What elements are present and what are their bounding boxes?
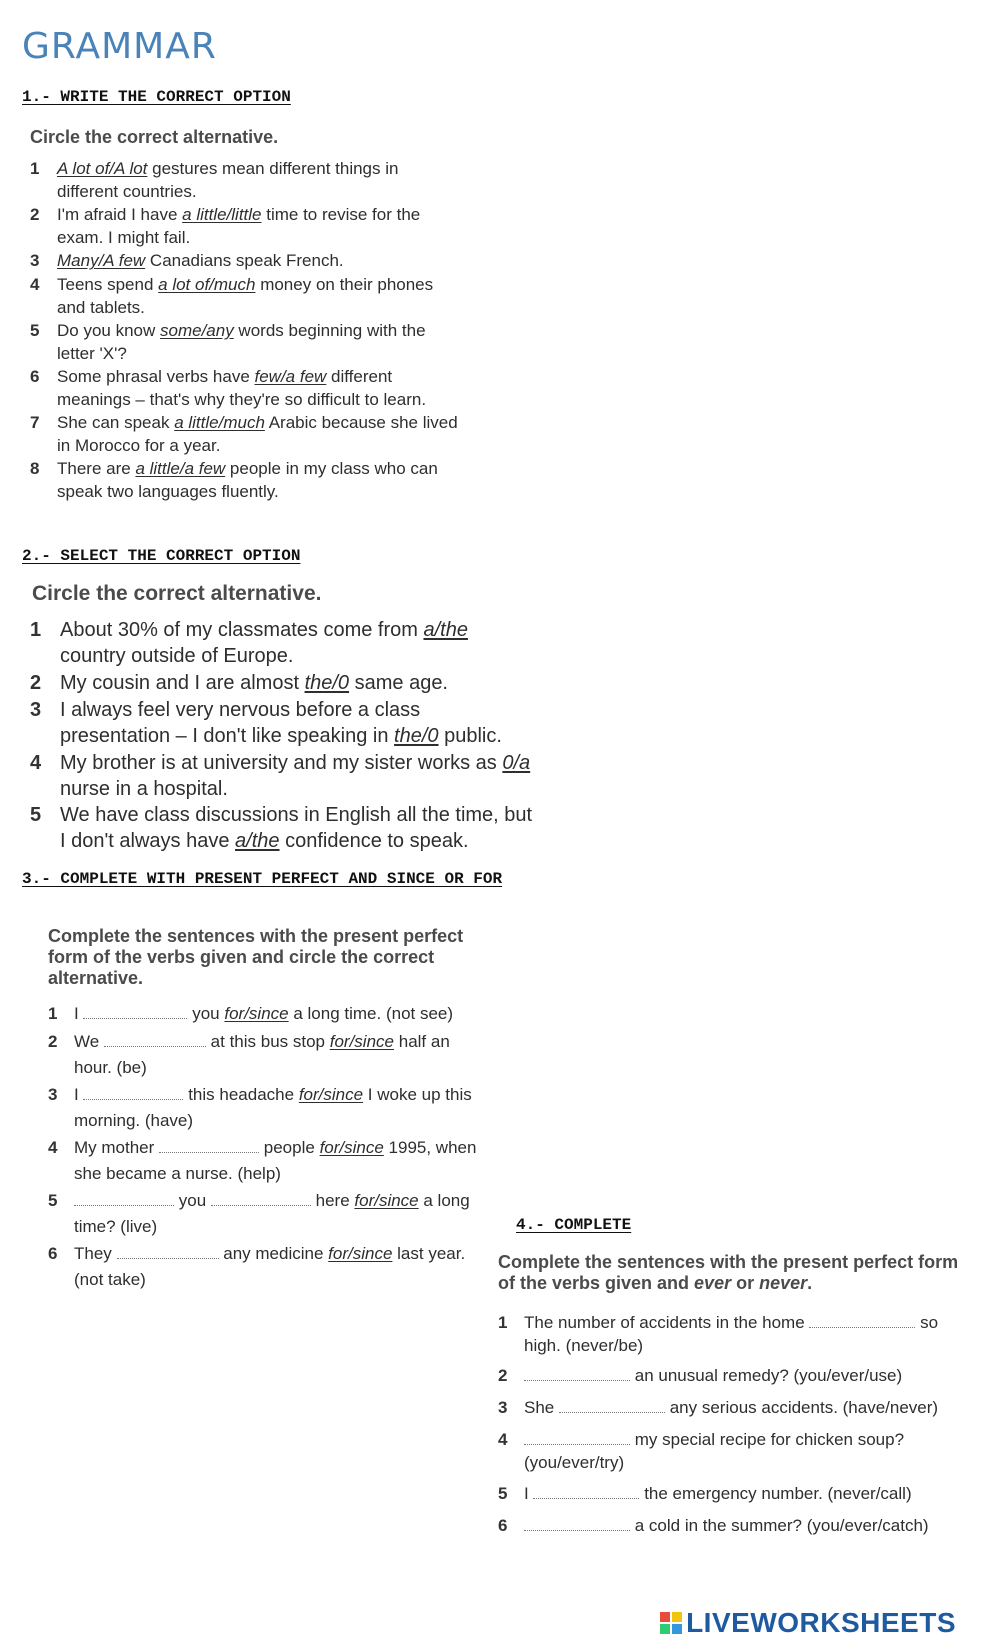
item-number: 2 xyxy=(30,205,40,224)
s1-item-1 xyxy=(30,157,460,203)
answer-options[interactable]: Many/A few xyxy=(57,251,146,270)
item-text: Do you know xyxy=(57,321,160,340)
answer-options[interactable]: for/since xyxy=(329,1032,394,1051)
item-text: There are xyxy=(57,459,136,478)
s3-item-2 xyxy=(48,1029,483,1081)
section-1-instruction: Circle the correct alternative. xyxy=(30,127,279,147)
answer-options[interactable]: 0/a xyxy=(502,752,531,774)
item-text: I xyxy=(524,1484,529,1503)
s1-item-7 xyxy=(30,411,460,457)
item-text: different meanings – that's why they're so difficult to learn. xyxy=(57,367,427,409)
s4-item-1 xyxy=(498,1311,963,1357)
answer-blank[interactable] xyxy=(104,1032,206,1047)
item-text: time to revise for the exam. I might fail. xyxy=(57,205,421,247)
item-text: Arabic because she lived in Morocco for a year. xyxy=(57,413,458,455)
item-text: My cousin and I are almost xyxy=(60,672,305,694)
item-text: you xyxy=(192,1004,220,1023)
answer-options[interactable]: for/since xyxy=(224,1004,289,1023)
item-text: an unusual remedy? (you/ever/use) xyxy=(634,1366,903,1385)
item-text: 1995, when she became a nurse. (help) xyxy=(74,1138,477,1183)
s3-item-4 xyxy=(48,1135,483,1187)
s1-item-4 xyxy=(30,273,460,319)
section-4-heading: 4.- COMPLETE xyxy=(516,1216,632,1234)
s3-item-5 xyxy=(48,1188,483,1240)
item-text: last year. (not take) xyxy=(74,1244,466,1289)
instruction-ever: ever xyxy=(694,1273,732,1293)
item-text: words beginning with the letter 'X'? xyxy=(57,321,426,363)
s2-item-4 xyxy=(30,750,535,802)
answer-options[interactable]: A lot of/A lot xyxy=(57,159,148,178)
s1-item-8 xyxy=(30,457,460,503)
answer-options[interactable]: a little/little xyxy=(182,205,262,224)
item-number: 4 xyxy=(498,1430,508,1449)
item-text: here xyxy=(315,1191,350,1210)
answer-blank[interactable] xyxy=(524,1430,630,1445)
item-number: 6 xyxy=(48,1244,58,1263)
s2-item-5 xyxy=(30,802,535,854)
answer-blank[interactable] xyxy=(211,1191,311,1206)
item-text: They xyxy=(74,1244,112,1263)
item-number: 1 xyxy=(498,1313,508,1332)
section-3-heading: 3.- COMPLETE WITH PRESENT PERFECT AND SINCE OR FOR xyxy=(22,870,503,888)
section-2-heading: 2.- SELECT THE CORRECT OPTION xyxy=(22,547,301,565)
item-text: country outside of Europe. xyxy=(60,645,294,667)
item-number: 1 xyxy=(30,619,42,641)
answer-blank[interactable] xyxy=(533,1484,639,1499)
item-number: 3 xyxy=(30,699,42,721)
s3-item-6 xyxy=(48,1241,483,1293)
item-number: 8 xyxy=(30,459,40,478)
instruction-text: Complete the sentences with the present perfect form of the verbs given and xyxy=(498,1252,959,1293)
item-text: public. xyxy=(438,725,502,747)
item-text: money on their phones and tablets. xyxy=(57,275,434,317)
item-number: 5 xyxy=(498,1484,508,1503)
item-number: 4 xyxy=(48,1138,58,1157)
item-text: so high. (never/be) xyxy=(524,1313,939,1355)
item-number: 4 xyxy=(30,275,40,294)
item-number: 3 xyxy=(30,251,40,270)
item-text: this headache xyxy=(188,1085,295,1104)
item-text: a long time? (live) xyxy=(74,1191,470,1236)
item-number: 1 xyxy=(30,159,40,178)
item-text: people xyxy=(263,1138,315,1157)
item-text: Some phrasal verbs have xyxy=(57,367,255,386)
item-number: 3 xyxy=(48,1085,58,1104)
answer-blank[interactable] xyxy=(83,1004,187,1019)
answer-blank[interactable] xyxy=(559,1398,665,1413)
page-title: GRAMMAR xyxy=(22,26,217,67)
logo-icon xyxy=(660,1612,682,1634)
item-text: I'm afraid I have xyxy=(57,205,183,224)
item-number: 6 xyxy=(498,1516,508,1535)
s4-item-5 xyxy=(498,1482,963,1505)
answer-blank[interactable] xyxy=(159,1138,259,1153)
item-text: I always feel very nervous before a class presentation – I don't like speaking in xyxy=(60,699,421,747)
item-text: Canadians speak French. xyxy=(145,251,344,270)
item-number: 6 xyxy=(30,367,40,386)
s4-item-3 xyxy=(498,1396,963,1419)
section-1-heading: 1.- WRITE THE CORRECT OPTION xyxy=(22,88,291,106)
item-text: My brother is at university and my sister works as xyxy=(60,752,503,774)
s2-item-2 xyxy=(30,670,535,696)
answer-options[interactable]: for/since xyxy=(319,1138,384,1157)
answer-options[interactable]: for/since xyxy=(354,1191,419,1210)
s2-item-3 xyxy=(30,697,535,749)
answer-options[interactable]: some/any xyxy=(160,321,234,340)
answer-blank[interactable] xyxy=(524,1366,630,1381)
section-4-instruction xyxy=(498,1252,968,1294)
answer-options[interactable]: a little/much xyxy=(174,413,265,432)
s3-item-1 xyxy=(48,1001,483,1027)
item-text: I xyxy=(74,1004,79,1023)
answer-options[interactable]: a/the xyxy=(423,619,468,641)
item-text: any serious accidents. (have/never) xyxy=(669,1398,939,1417)
item-number: 1 xyxy=(48,1004,58,1023)
item-text: a long time. (not see) xyxy=(293,1004,454,1023)
answer-options[interactable]: a little/a few xyxy=(135,459,226,478)
answer-blank[interactable] xyxy=(524,1516,630,1531)
section-3-instruction: Complete the sentences with the present perfect form of the verbs given and circle the correct alternative. xyxy=(48,926,464,988)
s4-item-4 xyxy=(498,1428,963,1474)
item-text: nurse in a hospital. xyxy=(60,778,228,800)
item-text: confidence to speak. xyxy=(279,830,469,852)
item-text: She xyxy=(524,1398,555,1417)
item-number: 2 xyxy=(30,672,42,694)
item-number: 7 xyxy=(30,413,40,432)
item-text: My mother xyxy=(74,1138,155,1157)
s1-item-2 xyxy=(30,203,460,249)
item-text: I xyxy=(74,1085,79,1104)
answer-options[interactable]: for/since xyxy=(328,1244,393,1263)
s1-item-3 xyxy=(30,249,460,272)
item-number: 5 xyxy=(30,804,42,826)
item-number: 2 xyxy=(48,1032,58,1051)
item-text: gestures mean different things in different countries. xyxy=(57,159,399,201)
item-text: my special recipe for chicken soup? (you/ever/try) xyxy=(524,1430,905,1472)
item-text: We have class discussions in English all the time, but I don't always have xyxy=(60,804,533,852)
instruction-never: never xyxy=(759,1273,808,1293)
item-text: She can speak xyxy=(57,413,175,432)
item-text: I woke up this morning. (have) xyxy=(74,1085,472,1130)
answer-options[interactable]: few/a few xyxy=(254,367,327,386)
instruction-text: or xyxy=(731,1273,760,1293)
section-2-instruction: Circle the correct alternative. xyxy=(32,582,322,605)
item-text: people in my class who can speak two languages fluently. xyxy=(57,459,438,501)
answer-options[interactable]: the/0 xyxy=(394,725,439,747)
item-text: Teens spend xyxy=(57,275,159,294)
answer-blank[interactable] xyxy=(117,1244,219,1259)
item-number: 2 xyxy=(498,1366,508,1385)
answer-blank[interactable] xyxy=(809,1313,915,1328)
s1-item-5 xyxy=(30,319,460,365)
answer-blank[interactable] xyxy=(83,1085,183,1100)
answer-options[interactable]: the/0 xyxy=(304,672,350,694)
item-text: We xyxy=(74,1032,100,1051)
logo-text: LIVEWORKSHEETS xyxy=(686,1607,956,1638)
item-text: any medicine xyxy=(223,1244,324,1263)
item-text: the emergency number. (never/call) xyxy=(644,1484,912,1503)
item-text: The number of accidents in the home xyxy=(524,1313,805,1332)
item-text: half an hour. (be) xyxy=(74,1032,450,1077)
answer-blank[interactable] xyxy=(74,1191,174,1206)
instruction-text: . xyxy=(807,1273,813,1293)
item-number: 5 xyxy=(30,321,40,340)
item-text: same age. xyxy=(349,672,448,694)
answer-options[interactable]: for/since xyxy=(298,1085,364,1104)
item-text: you xyxy=(178,1191,207,1210)
s4-item-6 xyxy=(498,1514,963,1537)
answer-options[interactable]: a lot of/much xyxy=(158,275,256,294)
item-number: 5 xyxy=(48,1191,58,1210)
s4-item-2 xyxy=(498,1364,963,1387)
item-text: a cold in the summer? (you/ever/catch) xyxy=(634,1516,929,1535)
item-text: at this bus stop xyxy=(210,1032,326,1051)
s1-item-6 xyxy=(30,365,460,411)
answer-options[interactable]: a/the xyxy=(235,830,280,852)
item-text: About 30% of my classmates come from xyxy=(60,619,424,641)
item-number: 4 xyxy=(30,752,42,774)
liveworksheets-logo xyxy=(660,1607,956,1639)
item-number: 3 xyxy=(498,1398,508,1417)
s3-item-3 xyxy=(48,1082,483,1134)
s2-item-1 xyxy=(30,617,535,669)
